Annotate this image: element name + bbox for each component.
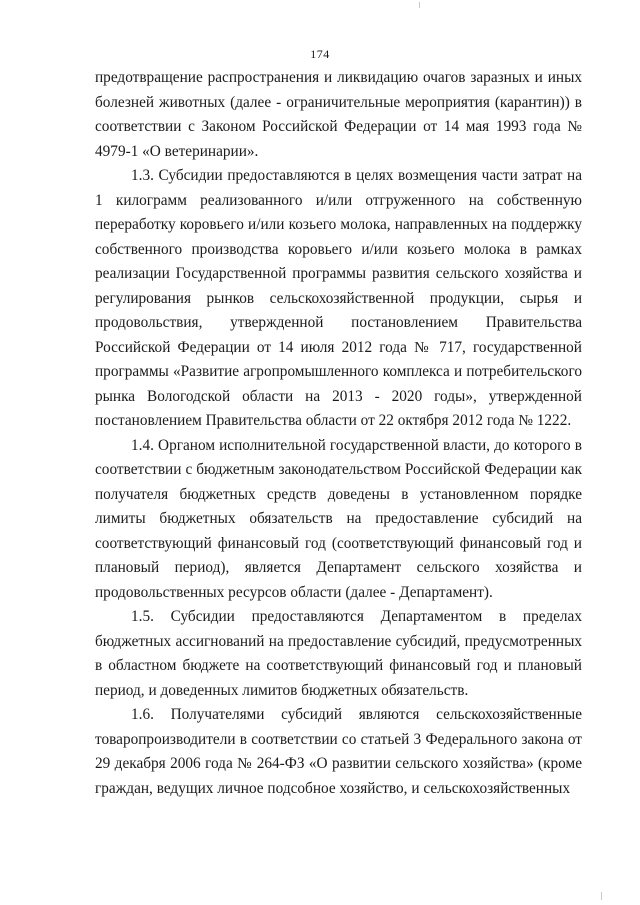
paragraph-1-5: 1.5. Субсидии предоставляются Департаментом в пределах бюджетных ассигнований на предоставление субсидий, предусмотренных в областном бюджете на соответствующий финансовый год и плановый период, и доведенных лимитов бюджетных обязательств. [95, 608, 582, 699]
scan-artifact-top [419, 2, 420, 8]
paragraph-1-6: 1.6. Получателями субсидий являются сельскохозяйственные товаропроизводители в соответствии со статьей 3 Федерального закона от 29 декабря 2006 года № 264-ФЗ «О развитии сельского хозяйства» (кроме граждан, ведущих личное подсобное хозяйство, и сельскохозяйственных [95, 706, 582, 797]
paragraph-1-4: 1.4. Органом исполнительной государственной власти, до которого в соответствии с бюджетным законодательством Российской Федерации как получателя бюджетных средств доведены в установленном порядке лимиты бюджетных обязательств на предоставление субсидий на соответствующий финансовый год (соответствующий финансовый год и плановый период), является Департамент сельского хозяйства и продовольственных ресурсов области (далее - Департамент). [95, 436, 582, 601]
page-number: 174 [310, 47, 330, 61]
document-body [95, 66, 582, 801]
scan-artifact-right [601, 892, 602, 900]
paragraph-1-3: 1.3. Субсидии предоставляются в целях возмещения части затрат на 1 килограмм реализованного и/или отгруженного на собственную переработку коровьего и/или козьего молока, направленных на поддержку собственного производства коровьего и/или козьего молока в рамках реализации Государственной программы развития сельского хозяйства и регулирования рынков сельскохозяйственной продукции, сырья и продовольствия, утвержденной постановлением Правительства Российской Федерации от 14 июля 2012 года № 717, государственной программы «Развитие агропромышленного комплекса и потребительского рынка Вологодской области на 2013 - 2020 годы», утвержденной постановлением Правительства области от 22 октября 2012 года № 1222. [95, 167, 582, 429]
paragraph-continuation: предотвращение распространения и ликвидацию очагов заразных и иных болезней животных (далее - ограничительные мероприятия (карантин)) в соответствии с Законом Российской Федерации от 14 мая 1993 года № 4979-1 «О ветеринарии». [95, 69, 582, 160]
